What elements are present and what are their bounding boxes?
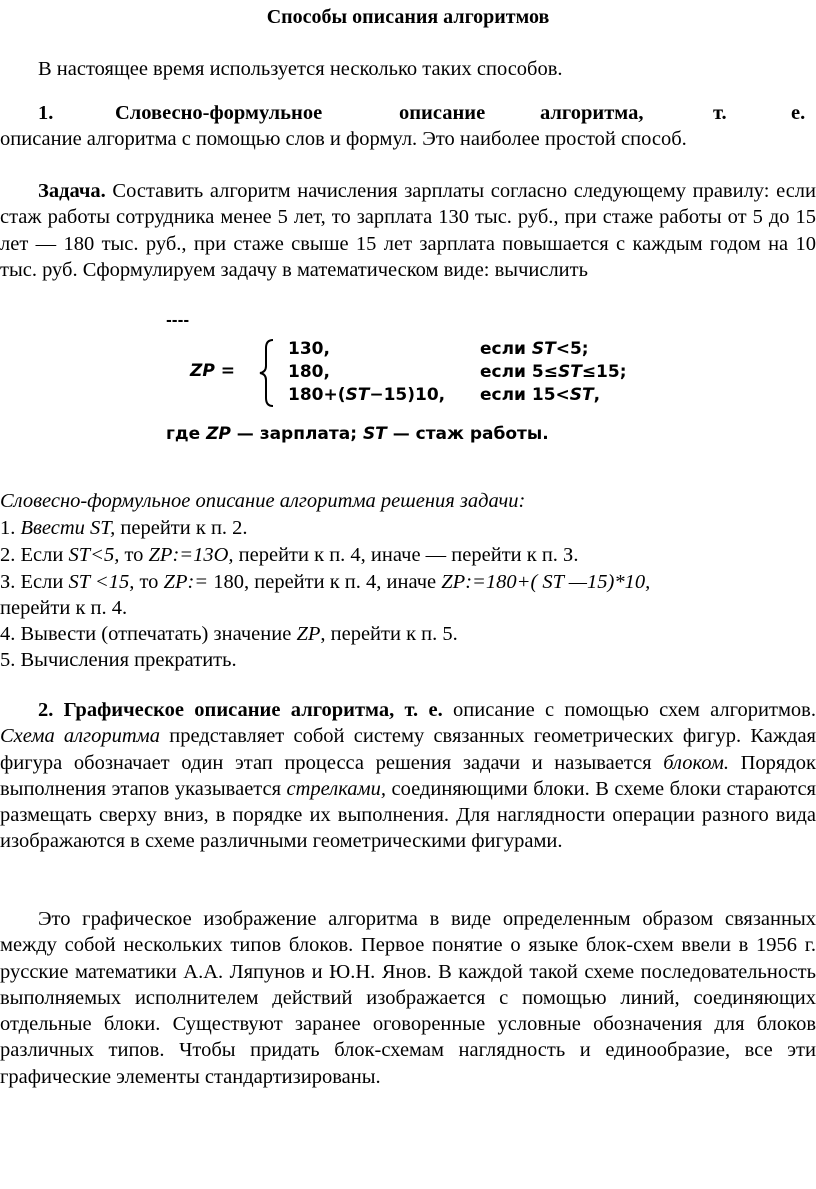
section2-text4: соединяющими блоки. В схеме блоки стараются размещать сверху вниз, в порядке их выполнения. Для наглядности операции разного вида изображаются в схеме различными геометрическими фигурами. xyxy=(0,777,816,853)
formula-legend-post: — стаж работы. xyxy=(386,424,549,444)
section1-heading-word5: е. xyxy=(791,102,806,124)
formula-legend-var1: ZP xyxy=(206,424,231,444)
step2-rest: перейти к п. 4, иначе — перейти к п. З. xyxy=(233,544,579,566)
formula-case1-cond-pre: если xyxy=(480,339,532,359)
step3-italic1: ST <15, xyxy=(68,571,135,593)
step2-pre: 2. Если xyxy=(0,544,69,566)
formula-case3-value xyxy=(288,384,445,406)
section2-paragraph xyxy=(0,697,816,855)
verbal-step-5: 5. Вычисления прекратить. xyxy=(0,649,237,671)
step2-mid: то xyxy=(119,544,149,566)
section2-text2: представляет собой систему связанных геометрических фигур. Каждая фигура обозначает один этап процесса решения задачи и называется xyxy=(0,725,816,774)
block-scheme-paragraph: Это графическое изображение алгоритма в виде определенным образом связанных между собой нескольких типов блоков. Первое понятие о языке блок-схем ввели в 1956 г. русские математики А.А. Ляпунов и Ю.Н. Янов. В каждой такой схеме последовательность выполняемых исполнителем действий изображается с помощью линий, соединяющих отдельные блоки. Существуют заранее оговоренные условные обозначения для блоков различных типов. Чтобы придать блок-схемам наглядность и единообразие, все эти графические элементы стандартизированы. xyxy=(0,908,816,1088)
formula-lhs-var: ZP xyxy=(190,361,215,381)
step3-pre: З. Если xyxy=(0,571,69,593)
formula-case3-cond-var: ST xyxy=(569,385,594,405)
verbal-step-2 xyxy=(0,542,578,568)
formula-case2-cond-post: ≤15; xyxy=(581,362,627,382)
page-title: Способы описания алгоритмов xyxy=(266,6,550,28)
intro-paragraph: В настоящее время используется несколько таких способов. xyxy=(38,58,563,80)
formula-case3-val-var: ST xyxy=(345,385,370,405)
formula-case2-value: 180, xyxy=(288,362,330,382)
step3-italic3: ZP:=180+( ST —15)*10, xyxy=(441,571,651,593)
formula-case3-val-post: −15)10, xyxy=(369,385,446,405)
step4-pre: 4. Вывести (отпечатать) значение xyxy=(0,623,297,645)
step1-num: 1. xyxy=(0,517,21,539)
formula-lhs-eq: = xyxy=(214,361,235,381)
formula-brace xyxy=(258,338,278,408)
task-text: Составить алгоритм начисления зарплаты согласно следующему правилу: если стаж работы сотрудника менее 5 лет, то зарплата 130 тыс. руб., при стаже работы от 5 до 15 лет — 180 тыс. руб., при стаже свыше 15 лет зарплата повышается с каждым годом на 10 тыс. руб. Сформулируем задачу в математическом виде: вычислить xyxy=(0,180,816,281)
section1-heading-continuation: описание алгоритма с помощью слов и формул. Это наиболее простой способ. xyxy=(0,128,687,150)
formula-case1-cond-post: <5; xyxy=(555,339,589,359)
section2-italic1: Схема алгоритма xyxy=(0,725,161,748)
formula-lhs xyxy=(190,360,235,382)
task-paragraph xyxy=(0,178,816,283)
verbal-step-1 xyxy=(0,515,248,541)
step3-mid2: 180, перейти к п. 4, иначе xyxy=(208,571,442,593)
formula-case3-cond-post: , xyxy=(593,385,601,405)
formula-case1-cond-var: ST xyxy=(531,339,556,359)
formula-block xyxy=(0,310,816,450)
formula-case3-val-pre: 180+( xyxy=(288,385,346,405)
section2-text1: описание с помощью схем алгоритмов. xyxy=(442,699,816,721)
step4-rest: , перейти к п. 5. xyxy=(320,623,458,645)
verbal-step-4 xyxy=(0,621,458,647)
formula-case2-cond-pre: если 5≤ xyxy=(480,362,558,382)
formula-case2-condition xyxy=(480,361,627,383)
section2-heading: 2. Графическое описание алгоритма, т. е. xyxy=(38,699,443,721)
section1-heading-word1: Словесно-формульное xyxy=(115,102,323,124)
task-label: Задача. xyxy=(38,180,106,202)
formula-legend-pre: где xyxy=(166,424,207,444)
step2-italic2: ZP:=13O, xyxy=(148,544,234,566)
section2-italic3: стрелками, xyxy=(286,777,386,800)
formula-legend-var2: ST xyxy=(362,424,387,444)
step3-italic2: ZP:= xyxy=(163,571,209,593)
section2-italic2: блоком. xyxy=(663,751,729,774)
step1-rest: перейти к п. 2. xyxy=(115,517,248,539)
section1-heading-word3: алгоритма, xyxy=(540,102,644,124)
formula-case1-value: 130, xyxy=(288,339,330,359)
formula-legend xyxy=(166,423,549,445)
step4-italic: ZP xyxy=(296,623,321,645)
step2-italic1: ST<5, xyxy=(68,544,120,566)
section2-text3: Порядок выполнения этапов указывается xyxy=(0,751,816,800)
verbal-heading-text: Словесно-формульное описание алгоритма решения задачи: xyxy=(0,490,526,512)
verbal-heading xyxy=(0,488,525,514)
verbal-step-3 xyxy=(0,569,650,595)
formula-legend-mid: — зарплата; xyxy=(230,424,363,444)
formula-case3-condition xyxy=(480,384,600,406)
formula-case1-condition xyxy=(480,338,589,360)
formula-case2-cond-var: ST xyxy=(557,362,582,382)
step3-mid1: то xyxy=(134,571,164,593)
verbal-step-3-continuation: перейти к п. 4. xyxy=(0,597,128,619)
section1-heading-word2: описание xyxy=(399,102,486,124)
formula-case3-cond-pre: если 15< xyxy=(480,385,570,405)
section1-heading-word4: т. xyxy=(713,102,727,124)
section1-heading-num: 1. xyxy=(38,102,54,124)
step1-italic: Ввести ST, xyxy=(20,517,116,539)
formula-dashes: ---- xyxy=(166,313,190,329)
